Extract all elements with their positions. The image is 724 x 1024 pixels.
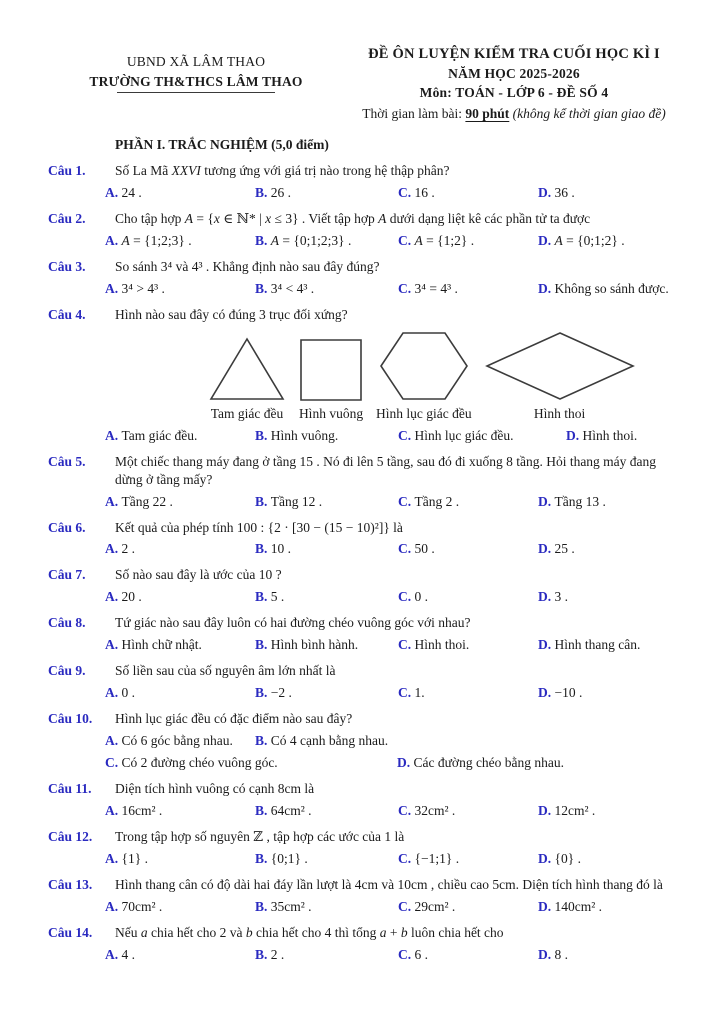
question-text: Số nào sau đây là ước của 10 ? — [115, 567, 282, 583]
option-letter: A. — [105, 637, 122, 653]
figure-label: Hình vuông — [298, 405, 364, 421]
option-c — [398, 588, 538, 606]
option-c — [398, 802, 538, 820]
option-b — [255, 732, 388, 750]
option-letter: B. — [255, 232, 271, 248]
option-text: 2 . — [121, 541, 135, 557]
option-text: A = {1;2;3} . — [121, 232, 192, 248]
figure-label: Tam giác đều — [210, 405, 284, 421]
option-text: 16 . — [414, 185, 435, 201]
rhombus-shape — [484, 330, 636, 402]
figure-label: Hình lục giác đều — [376, 405, 472, 421]
option-text: 26 . — [270, 185, 292, 201]
option-text: Hình bình hành. — [270, 637, 359, 653]
question-9 — [48, 662, 684, 702]
subject-line: Môn: TOÁN - LỚP 6 - ĐỀ SỐ 4 — [419, 85, 609, 101]
question-1 — [48, 162, 684, 202]
time-limit-prefix: Thời gian làm bài: — [362, 106, 466, 122]
question-8 — [48, 614, 684, 654]
option-b — [255, 898, 398, 916]
option-text: Không so sánh được. — [554, 280, 669, 296]
triangle-shape — [208, 336, 286, 402]
option-letter: D. — [538, 232, 555, 248]
option-letter: A. — [105, 541, 122, 557]
option-d — [538, 684, 684, 702]
option-letter: D. — [538, 850, 555, 866]
school-name: TRƯỜNG TH&THCS LÂM THAO — [89, 73, 303, 89]
question-text: Kết quả của phép tính 100 : {2 · [30 − (15 − 10)²]} là — [115, 519, 403, 535]
option-letter: D. — [397, 755, 414, 771]
option-text: Hình lục giác đều. — [414, 427, 514, 443]
option-a — [105, 802, 255, 820]
option-letter: C. — [398, 541, 415, 557]
option-letter: C. — [398, 898, 415, 914]
option-b — [255, 427, 398, 445]
header-right-block — [344, 44, 684, 123]
school-underline — [117, 92, 275, 93]
option-letter: A. — [105, 733, 122, 749]
option-text: 3 . — [554, 589, 568, 605]
option-letter: A. — [105, 280, 122, 296]
option-text: 50 . — [414, 541, 435, 557]
option-text: 140cm² . — [554, 898, 603, 914]
time-limit-note: (không kể thời gian giao đề) — [509, 106, 666, 122]
header-left-block — [48, 44, 344, 123]
section-title: PHẦN I. TRẮC NGHIỆM (5,0 điểm) — [115, 137, 329, 153]
option-c — [398, 493, 538, 511]
question-text: Hình thang cân có độ dài hai đáy lần lượt là 4cm và 10cm , chiều cao 5cm. Diện tích hình thang đó là — [115, 876, 663, 892]
option-text: 70cm² . — [121, 898, 163, 914]
option-letter: B. — [255, 427, 271, 443]
question-number: Câu 8. — [48, 615, 86, 631]
option-letter: C. — [398, 232, 415, 248]
option-letter: A. — [105, 427, 122, 443]
option-letter: A. — [105, 685, 122, 701]
option-text: Tam giác đều. — [121, 427, 198, 443]
question-number: Câu 3. — [48, 258, 86, 274]
options-row — [105, 280, 684, 298]
exam-header — [48, 44, 684, 123]
option-letter: B. — [255, 946, 271, 962]
option-a — [105, 540, 255, 558]
question-6 — [48, 519, 684, 559]
question-4 — [48, 306, 684, 445]
option-letter: A. — [105, 802, 122, 818]
question-text: So sánh 3⁴ và 4³ . Khẳng định nào sau đây đúng? — [115, 258, 380, 274]
option-letter: C. — [398, 280, 415, 296]
hexagon-shape — [378, 330, 470, 402]
option-b — [255, 493, 398, 511]
question-number: Câu 10. — [48, 711, 93, 727]
option-letter: B. — [255, 589, 271, 605]
option-b — [255, 684, 398, 702]
option-text: Tầng 22 . — [121, 493, 173, 509]
option-letter: D. — [538, 280, 555, 296]
option-letter: D. — [538, 946, 555, 962]
option-b — [255, 184, 398, 202]
figure-item-rhombus — [484, 330, 636, 423]
question-number: Câu 1. — [48, 163, 86, 179]
option-text: 10 . — [270, 541, 292, 557]
option-d — [538, 540, 684, 558]
question-number: Câu 4. — [48, 306, 86, 322]
option-letter: A. — [105, 898, 122, 914]
option-text: Hình thang cân. — [554, 637, 641, 653]
option-a — [105, 946, 255, 964]
option-text: {0;1} . — [270, 850, 308, 866]
questions-list — [48, 162, 684, 964]
option-text: {0} . — [554, 850, 581, 866]
option-d — [538, 636, 684, 654]
option-letter: B. — [255, 637, 271, 653]
option-text: 16cm² . — [121, 802, 163, 818]
option-text: Có 4 cạnh bằng nhau. — [270, 733, 389, 749]
option-letter: D. — [538, 802, 555, 818]
option-text: Tầng 2 . — [414, 493, 460, 509]
question-text: Số La Mã XXVI tương ứng với giá trị nào trong hệ thập phân? — [115, 163, 450, 179]
question-text: Hình nào sau đây có đúng 3 trục đối xứng? — [115, 306, 348, 322]
option-c — [398, 684, 538, 702]
option-c — [398, 280, 538, 298]
option-letter: C. — [398, 802, 415, 818]
options-row-2 — [105, 754, 684, 772]
option-b — [255, 232, 398, 250]
options-row — [105, 232, 684, 250]
options-row-1 — [105, 732, 684, 750]
option-letter: D. — [538, 185, 555, 201]
option-text: Có 6 góc bằng nhau. — [121, 733, 233, 749]
option-d — [538, 588, 684, 606]
option-text: 5 . — [270, 589, 285, 605]
option-text: 64cm² . — [270, 802, 312, 818]
option-text: −2 . — [270, 685, 292, 701]
figure-item-triangle — [208, 336, 286, 423]
time-limit-value: 90 phút — [465, 106, 510, 122]
option-letter: B. — [255, 185, 271, 201]
option-b — [255, 540, 398, 558]
figure-label: Hình thoi — [533, 405, 586, 421]
option-text: {−1;1} . — [414, 850, 460, 866]
option-letter: B. — [255, 898, 271, 914]
option-text: A = {1;2} . — [414, 232, 475, 248]
option-a — [105, 427, 255, 445]
option-letter: C. — [398, 685, 415, 701]
option-letter: D. — [538, 493, 555, 509]
option-text: 2 . — [270, 946, 285, 962]
option-letter: B. — [255, 733, 271, 749]
option-c — [398, 850, 538, 868]
option-text: 12cm² . — [554, 802, 596, 818]
option-text: 3⁴ < 4³ . — [270, 280, 315, 296]
option-text: Các đường chéo bằng nhau. — [413, 755, 565, 771]
question-text: Trong tập hợp số nguyên ℤ , tập hợp các ước của 1 là — [115, 828, 405, 844]
option-a — [105, 850, 255, 868]
option-letter: B. — [255, 850, 271, 866]
question-2 — [48, 210, 684, 250]
option-text: A = {0;1;2;3} . — [270, 232, 352, 248]
option-letter: A. — [105, 185, 122, 201]
option-letter: D. — [538, 637, 555, 653]
question-text: Cho tập hợp A = {x ∈ ℕ* | x ≤ 3} . Viết tập hợp A dưới dạng liệt kê các phần tử ta được — [115, 211, 591, 226]
option-letter: C. — [398, 493, 415, 509]
question-text: Số liền sau của số nguyên âm lớn nhất là — [115, 663, 336, 679]
option-d — [538, 280, 684, 298]
option-text: Hình thoi. — [582, 427, 638, 443]
option-letter: A. — [105, 493, 122, 509]
school-year: NĂM HỌC 2025-2026 — [448, 66, 580, 82]
option-c — [398, 184, 538, 202]
question-number: Câu 6. — [48, 519, 86, 535]
options-row — [105, 946, 684, 964]
question-text: Nếu a chia hết cho 2 và b chia hết cho 4 thì tổng a + b luôn chia hết cho — [115, 924, 504, 940]
option-letter: D. — [566, 427, 583, 443]
options-row — [105, 850, 684, 868]
option-d — [538, 184, 684, 202]
option-text: 29cm² . — [414, 898, 456, 914]
option-d — [538, 946, 684, 964]
option-letter: D. — [538, 898, 555, 914]
option-text: 35cm² . — [270, 898, 312, 914]
option-text: 25 . — [554, 541, 575, 557]
question-number: Câu 5. — [48, 453, 86, 469]
option-letter: B. — [255, 541, 271, 557]
question-text: Hình lục giác đều có đặc điểm nào sau đây? — [115, 711, 353, 727]
figure-item-hexagon — [376, 330, 472, 423]
option-letter: B. — [255, 802, 271, 818]
option-b — [255, 946, 398, 964]
question-number: Câu 13. — [48, 876, 93, 892]
option-a — [105, 184, 255, 202]
option-d — [538, 850, 684, 868]
question-number: Câu 11. — [48, 781, 92, 797]
options-row — [105, 684, 684, 702]
question-number: Câu 9. — [48, 663, 86, 679]
option-c — [398, 540, 538, 558]
option-d — [538, 802, 684, 820]
question-number: Câu 14. — [48, 924, 93, 940]
question-text: Tứ giác nào sau đây luôn có hai đường chéo vuông góc với nhau? — [115, 615, 471, 631]
question-number: Câu 12. — [48, 828, 93, 844]
option-d — [538, 493, 684, 511]
question-13 — [48, 876, 684, 916]
option-letter: C. — [398, 185, 415, 201]
option-text: 4 . — [121, 946, 135, 962]
question-12 — [48, 828, 684, 868]
option-d — [538, 898, 684, 916]
option-b — [255, 802, 398, 820]
square-shape — [298, 338, 364, 402]
option-a — [105, 588, 255, 606]
options-row — [105, 540, 684, 558]
option-text: 8 . — [554, 946, 568, 962]
options-row — [105, 493, 684, 511]
option-b — [255, 636, 398, 654]
option-letter: D. — [538, 541, 555, 557]
option-b — [255, 280, 398, 298]
option-letter: A. — [105, 946, 122, 962]
option-c — [398, 898, 538, 916]
question-number: Câu 7. — [48, 567, 86, 583]
option-text: 6 . — [414, 946, 428, 962]
exam-title: ĐỀ ÔN LUYỆN KIỂM TRA CUỐI HỌC KÌ I — [368, 46, 660, 62]
option-letter: D. — [538, 685, 555, 701]
option-d — [397, 754, 564, 772]
option-text: −10 . — [554, 685, 583, 701]
option-c — [105, 754, 397, 772]
option-a — [105, 232, 255, 250]
options-row — [105, 184, 684, 202]
option-text: 36 . — [554, 185, 575, 201]
option-c — [398, 427, 566, 445]
option-a — [105, 636, 255, 654]
option-letter: C. — [398, 589, 415, 605]
options-row — [105, 802, 684, 820]
option-letter: D. — [538, 589, 555, 605]
option-text: 3⁴ > 4³ . — [121, 280, 165, 296]
option-letter: A. — [105, 589, 122, 605]
question-text: Một chiếc thang máy đang ở tầng 15 . Nó đi lên 5 tầng, sau đó đi xuống 8 tầng. Hỏi thang máy đang dừng ở tầng mấy? — [115, 453, 657, 487]
option-letter: A. — [105, 850, 122, 866]
option-letter: C. — [398, 850, 415, 866]
option-letter: C. — [398, 427, 415, 443]
option-d — [566, 427, 684, 445]
option-a — [105, 732, 255, 750]
option-letter: A. — [105, 232, 122, 248]
question-number: Câu 2. — [48, 211, 86, 226]
option-c — [398, 636, 538, 654]
option-b — [255, 850, 398, 868]
option-text: 32cm² . — [414, 802, 456, 818]
option-text: A = {0;1;2} . — [554, 232, 625, 248]
option-letter: C. — [105, 755, 122, 771]
option-c — [398, 946, 538, 964]
time-limit-line — [344, 105, 684, 123]
question-10 — [48, 710, 684, 772]
option-text: Hình vuông. — [270, 427, 339, 443]
option-a — [105, 684, 255, 702]
options-row — [105, 588, 684, 606]
option-d — [538, 232, 684, 250]
option-text: {1} . — [121, 850, 148, 866]
option-a — [105, 493, 255, 511]
option-text: Hình thoi. — [414, 637, 470, 653]
organization-name: UBND XÃ LÂM THAO — [126, 54, 266, 69]
symmetry-shapes-figure — [208, 330, 684, 423]
question-text: Diện tích hình vuông có cạnh 8cm là — [115, 781, 315, 797]
option-letter: C. — [398, 946, 415, 962]
question-7 — [48, 566, 684, 606]
option-letter: C. — [398, 637, 415, 653]
option-text: 3⁴ = 4³ . — [414, 280, 458, 296]
option-text: 0 . — [414, 589, 428, 605]
question-14 — [48, 924, 684, 964]
question-3 — [48, 258, 684, 298]
option-text: Tầng 12 . — [270, 493, 323, 509]
figure-item-square — [298, 338, 364, 423]
question-11 — [48, 780, 684, 820]
option-a — [105, 898, 255, 916]
options-row — [105, 427, 684, 445]
option-letter: B. — [255, 280, 271, 296]
option-text: 24 . — [121, 185, 142, 201]
option-b — [255, 588, 398, 606]
option-letter: B. — [255, 685, 271, 701]
option-text: Có 2 đường chéo vuông góc. — [121, 755, 278, 771]
option-text: 0 . — [121, 685, 135, 701]
options-row — [105, 636, 684, 654]
option-a — [105, 280, 255, 298]
option-letter: B. — [255, 493, 271, 509]
options-row — [105, 898, 684, 916]
option-c — [398, 232, 538, 250]
question-5 — [48, 453, 684, 511]
option-text: 20 . — [121, 589, 142, 605]
option-text: 1. — [414, 685, 425, 701]
option-text: Tầng 13 . — [554, 493, 606, 509]
option-text: Hình chữ nhật. — [121, 637, 202, 653]
